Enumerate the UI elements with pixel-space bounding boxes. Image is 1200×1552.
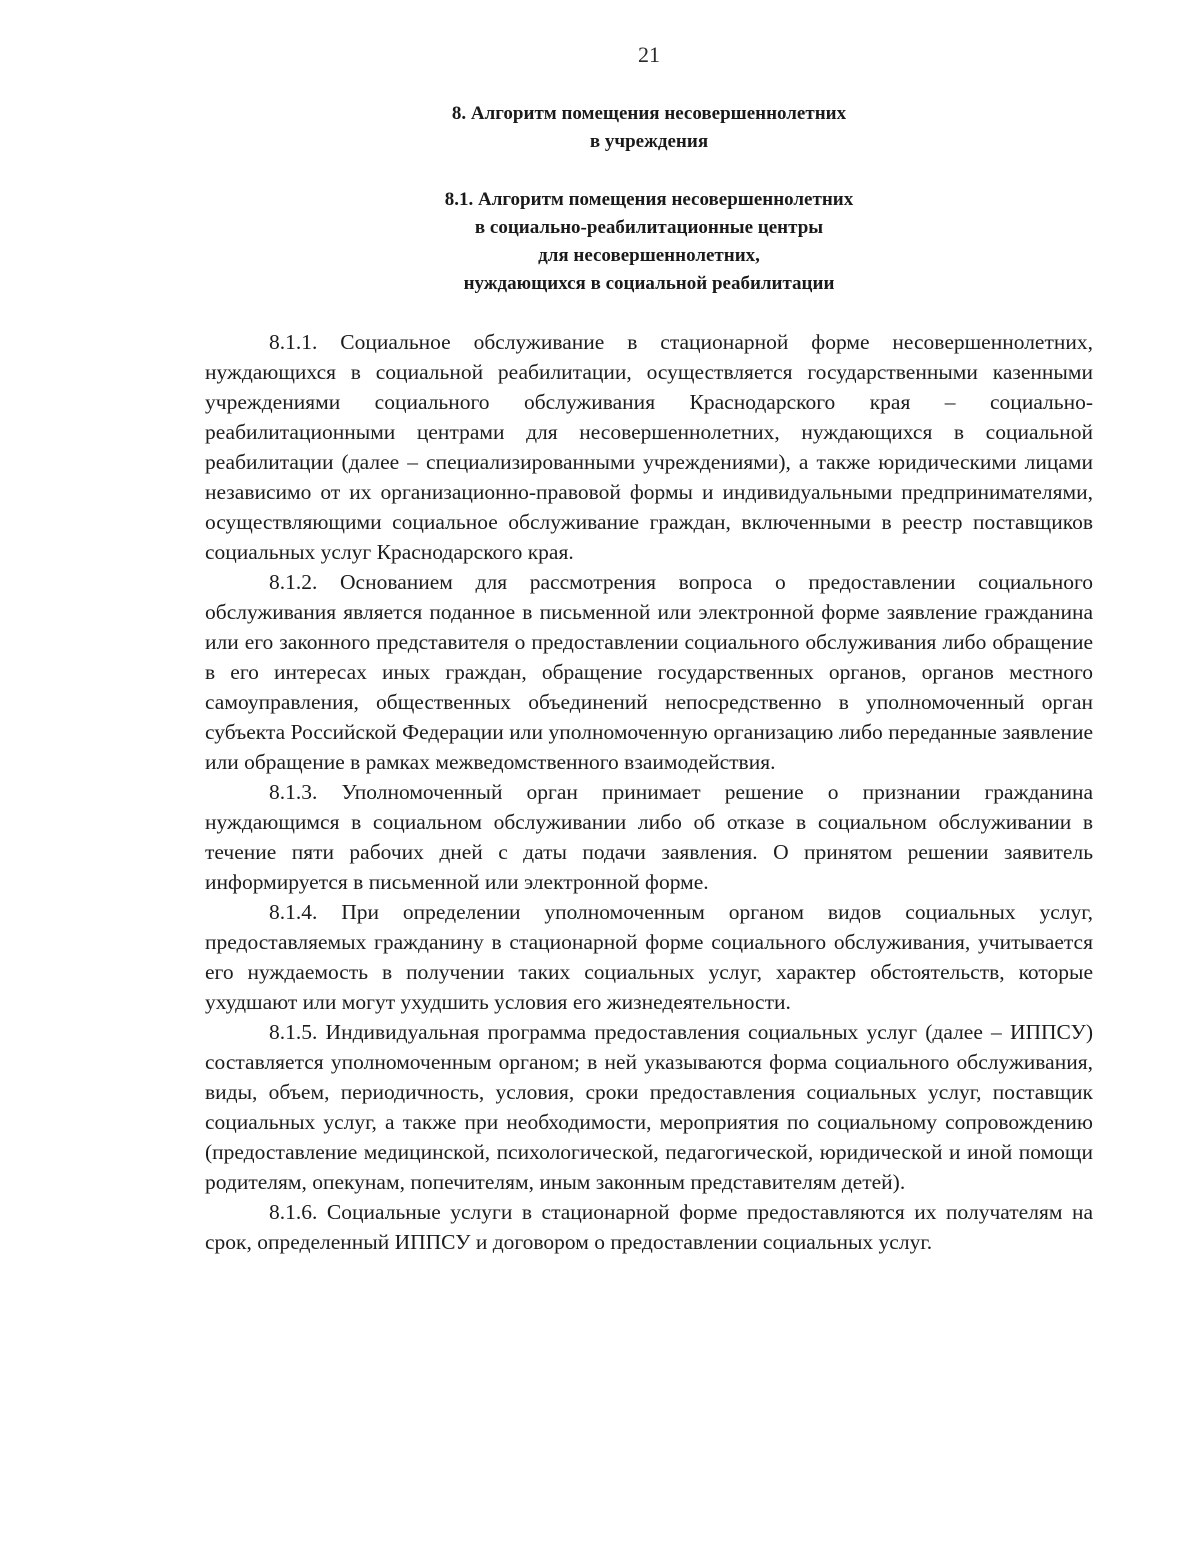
subsection-heading-line: для несовершеннолетних,: [538, 245, 760, 266]
paragraph-8-1-3: 8.1.3. Уполномоченный орган принимает решение о признании гражданина нуждающимся в социальном обслуживании либо об отказе в социальном обслуживании в течение пяти рабочих дней с даты подачи заявления. О принятом решении заявитель информируется в письменной или электронной форме.: [205, 780, 1093, 894]
subsection-heading-line: 8.1. Алгоритм помещения несовершеннолетних: [444, 189, 854, 210]
section-heading: [205, 100, 1093, 156]
paragraph-8-1-1: 8.1.1. Социальное обслуживание в стационарной форме несовершеннолетних, нуждающихся в социальной реабилитации, осуществляется государственными казенными учреждениями социального обслуживания Краснодарского края – социально-реабилитационными центрами для несовершеннолетних, нуждающихся в социальной реабилитации (далее – специализированными учреждениями), а также юридическими лицами независимо от их организационно-правовой формы и индивидуальными предпринимателями, осуществляющими социальное обслуживание граждан, включенными в реестр поставщиков социальных услуг Краснодарского края.: [205, 330, 1093, 564]
subsection-heading-line: в социально-реабилитационные центры: [474, 217, 824, 238]
document-page: [205, 40, 1093, 1257]
section-heading-line: 8. Алгоритм помещения несовершеннолетних: [451, 103, 847, 124]
subsection-heading-line: нуждающихся в социальной реабилитации: [463, 273, 835, 294]
paragraph-8-1-6: 8.1.6. Социальные услуги в стационарной форме предоставляются их получателям на срок, определенный ИППСУ и договором о предоставлении социальных услуг.: [205, 1200, 1093, 1254]
paragraph-8-1-5: 8.1.5. Индивидуальная программа предоставления социальных услуг (далее – ИППСУ) составляется уполномоченным органом; в ней указываются форма социального обслуживания, виды, объем, периодичность, условия, сроки предоставления социальных услуг, поставщик социальных услуг, а также при необходимости, мероприятия по социальному сопровождению (предоставление медицинской, психологической, педагогической, юридической и иной помощи родителям, опекунам, попечителям, иным законным представителям детей).: [205, 1020, 1093, 1194]
section-heading-line: в учреждения: [589, 131, 709, 152]
page-number: 21: [638, 42, 660, 67]
paragraph-8-1-4: 8.1.4. При определении уполномоченным органом видов социальных услуг, предоставляемых гражданину в стационарной форме социального обслуживания, учитывается его нуждаемость в получении таких социальных услуг, характер обстоятельств, которые ухудшают или могут ухудшить условия его жизнедеятельности.: [205, 900, 1093, 1014]
subsection-heading: [205, 186, 1093, 298]
paragraph-8-1-2: 8.1.2. Основанием для рассмотрения вопроса о предоставлении социального обслуживания является поданное в письменной или электронной форме заявление гражданина или его законного представителя о предоставлении социального обслуживания либо обращение в его интересах иных граждан, обращение государственных органов, органов местного самоуправления, общественных объединений непосредственно в уполномоченный орган субъекта Российской Федерации или уполномоченную организацию либо переданные заявление или обращение в рамках межведомственного взаимодействия.: [205, 570, 1093, 774]
